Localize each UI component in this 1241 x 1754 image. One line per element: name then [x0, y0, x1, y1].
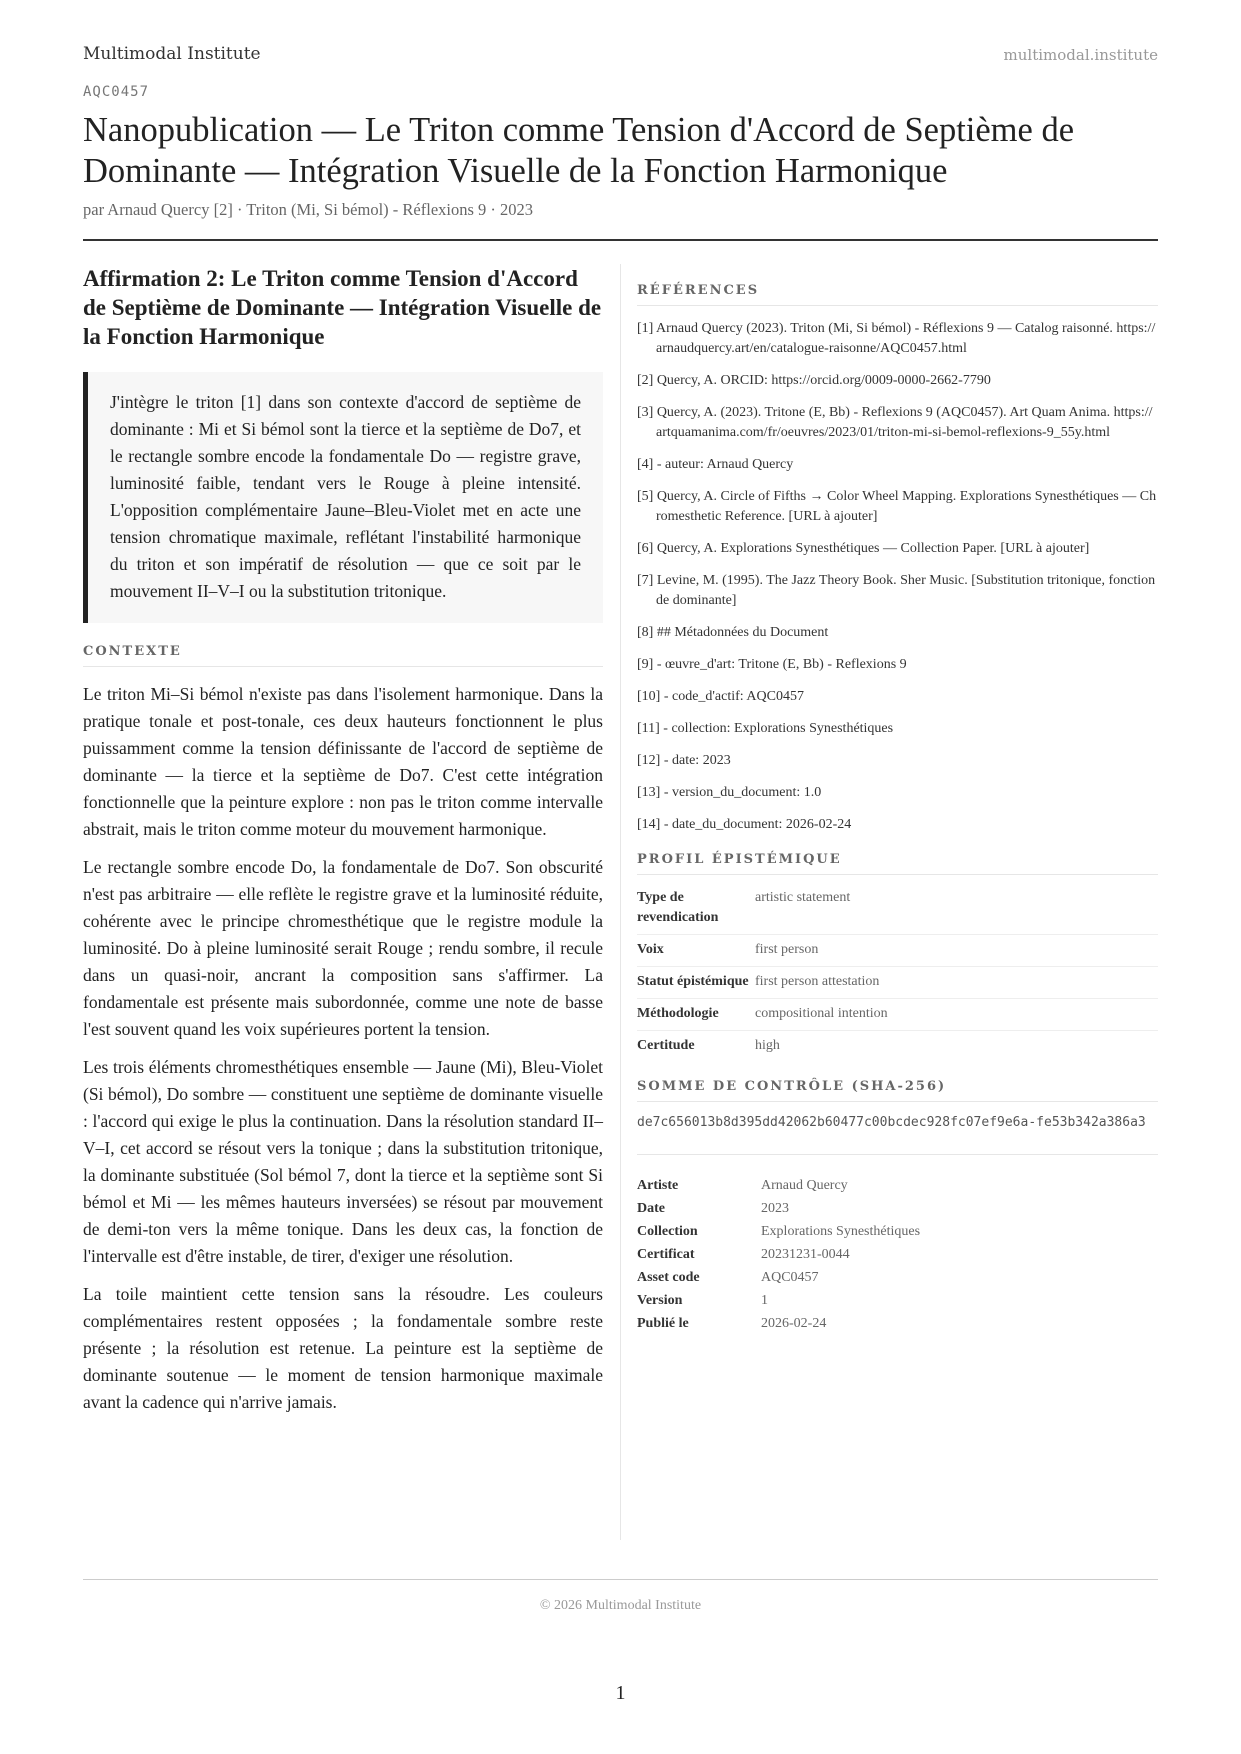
header-divider: [83, 239, 1158, 241]
reference-item: [6] Quercy, A. Explorations Synesthétiques — Collection Paper. [URL à ajouter]: [637, 541, 1090, 556]
claim-quote: J'intègre le triton [1] dans son contexte d'accord de septième de dominante : Mi et Si bémol sont la tierce et la septième de Do7, et le rectangle sombre encode la fondamentale Do — registre grave, luminosité faible, tendant vers le Rouge à pleine intensité. L'opposition complémentaire Jaune–Bleu-Violet met en acte une tension chromatique maximale, reflétant l'instabilité harmonique du triton et son impératif de résolution — que ce soit par le mouvement II–V–I ou la substitution tritonique.: [83, 372, 603, 623]
epistemic-key: Statut épistémique: [637, 967, 755, 999]
table-row: [637, 883, 1158, 935]
metadata-value: 1: [761, 1293, 768, 1308]
metadata-value: AQC0457: [761, 1270, 819, 1285]
copyright: © 2026 Multimodal Institute: [539, 1598, 702, 1613]
reference-item: [12] - date: 2023: [637, 753, 731, 768]
metadata-value: Explorations Synesthétiques: [761, 1224, 921, 1239]
footer-divider: [83, 1579, 1158, 1580]
metadata-row: [637, 1312, 1158, 1335]
reference-item: [14] - date_du_document: 2026-02-24: [637, 817, 852, 832]
byline: par Arnaud Quercy [2] · Triton (Mi, Si bémol) - Réflexions 9 · 2023: [83, 200, 534, 219]
asset-id: AQC0457: [83, 84, 150, 100]
metadata-value: 2023: [761, 1201, 789, 1216]
metadata-key: Asset code: [637, 1270, 700, 1285]
page-number: 1: [615, 1682, 626, 1704]
table-row: [637, 999, 1158, 1031]
reference-item[interactable]: [2] Quercy, A. ORCID: https://orcid.org/0009-0000-2662-7790: [637, 373, 991, 388]
epistemic-heading: PROFIL ÉPISTÉMIQUE: [637, 852, 1158, 875]
reference-item: [11] - collection: Explorations Synesthétiques: [637, 721, 894, 736]
epistemic-table: [637, 883, 1158, 1062]
reference-item: [4] - auteur: Arnaud Quercy: [637, 457, 794, 472]
epistemic-key: Méthodologie: [637, 999, 755, 1031]
epistemic-key: Certitude: [637, 1038, 695, 1053]
table-row: [637, 967, 1158, 999]
metadata-list: [637, 1174, 1158, 1335]
metadata-value: 2026-02-24: [761, 1316, 827, 1331]
metadata-value: 20231231-0044: [761, 1247, 850, 1262]
reference-item: [9] - œuvre_d'art: Tritone (E, Bb) - Reflexions 9: [637, 657, 907, 672]
column-divider: [620, 264, 621, 1540]
context-paragraph: Le rectangle sombre encode Do, la fondamentale de Do7. Son obscurité n'est pas arbitraire — elle reflète le registre grave et la luminosité réduite, cohérente avec le principe chromesthétique que le registre module la luminosité. Do à pleine luminosité serait Rouge ; rendu sombre, il recule dans un quasi-noir, ancrant la composition sans s'affirmer. La fondamentale est présente mais subordonnée, comme une note de basse l'est souvent quand les voix supérieures portent la tension.: [83, 857, 603, 1039]
table-row: [637, 935, 1158, 967]
reference-item: [10] - code_d'actif: AQC0457: [637, 689, 804, 704]
reference-item: [13] - version_du_document: 1.0: [637, 785, 822, 800]
references-heading: RÉFÉRENCES: [637, 283, 1158, 306]
table-row: [637, 1031, 1158, 1063]
reference-item: [7] Levine, M. (1995). The Jazz Theory Book. Sher Music. [Substitution tritonique, fonction de dominante]: [637, 573, 1156, 608]
reference-item: [5] Quercy, A. Circle of Fifths → Color Wheel Mapping. Explorations Synesthétiques — Chromesthetic Reference. [URL à ajouter]: [637, 489, 1157, 524]
metadata-row: [637, 1289, 1158, 1312]
checksum-heading: SOMME DE CONTRÔLE (SHA-256): [637, 1079, 1158, 1102]
reference-item: [8] ## Métadonnées du Document: [637, 625, 829, 640]
epistemic-value: first person attestation: [755, 967, 1158, 999]
metadata-key: Artiste: [637, 1178, 679, 1193]
epistemic-key: Voix: [637, 935, 755, 967]
metadata-key: Publié le: [637, 1316, 689, 1331]
metadata-row: [637, 1266, 1158, 1289]
brand-name: Multimodal Institute: [83, 44, 261, 64]
page-title: Nanopublication — Le Triton comme Tension d'Accord de Septième de Dominante — Intégration Visuelle de la Fonction Harmonique: [83, 111, 1075, 190]
context-paragraph: Les trois éléments chromesthétiques ensemble — Jaune (Mi), Bleu-Violet (Si bémol), Do sombre — constituent une septième de dominante visuelle : l'accord qui exige le plus la continuation. Dans la résolution standard II–V–I, cet accord se résout vers la tonique ; dans la substitution tritonique, la dominante substituée (Sol bémol 7, dont la tierce et la septième sont Si bémol et Mi — les mêmes hauteurs inversées) se résout par mouvement de demi-ton vers la même tonique. Dans les deux cas, la fonction de l'intervalle est d'être instable, de tirer, d'exiger une résolution.: [83, 1057, 603, 1266]
epistemic-value: artistic statement: [755, 883, 1158, 935]
metadata-key: Collection: [637, 1224, 698, 1239]
context-heading: CONTEXTE: [83, 644, 603, 667]
top-bar: [83, 44, 1158, 68]
context-paragraph: Le triton Mi–Si bémol n'existe pas dans l'isolement harmonique. Dans la pratique tonale et post-tonale, ces deux hauteurs fonctionnent le plus puissamment comme la tension définissante de l'accord de septième de dominante — la tierce et la septième de Do7. C'est cette intégration fonctionnelle que la peinture explore : non pas le triton comme intervalle abstrait, mais le triton comme moteur du mouvement harmonique.: [83, 684, 603, 839]
metadata-row: [637, 1197, 1158, 1220]
site-link[interactable]: multimodal.institute: [1003, 46, 1158, 64]
context-paragraph: La toile maintient cette tension sans la résoudre. Les couleurs complémentaires restent opposées ; la fondamentale sombre reste présente ; la résolution est retenue. La peinture est la septième de dominante soutenue — le moment de tension harmonique maximale avant la cadence qui n'arrive jamais.: [83, 1284, 603, 1412]
epistemic-value: first person: [755, 935, 1158, 967]
metadata-row: [637, 1174, 1158, 1197]
metadata-key: Certificat: [637, 1247, 695, 1262]
claim-title: Affirmation 2: Le Triton comme Tension d'Accord de Septième de Dominante — Intégration Visuelle de la Fonction Harmonique: [83, 266, 602, 349]
checksum-value: de7c656013b8d395dd42062b60477c00bcdec928fc07ef9e6a-fe53b342a386a3: [637, 1113, 1158, 1155]
epistemic-value: high: [755, 1038, 780, 1053]
reference-item[interactable]: [3] Quercy, A. (2023). Tritone (E, Bb) - Reflexions 9 (AQC0457). Art Quam Anima. https://artquamanima.com/fr/oeuvres/2023/01/triton-mi-si-bemol-reflexions-9_55y.html: [637, 405, 1153, 440]
reference-item[interactable]: [1] Arnaud Quercy (2023). Triton (Mi, Si bémol) - Réflexions 9 — Catalog raisonné. https://arnaudquercy.art/en/catalogue-raisonne/AQC0457.html: [637, 321, 1156, 356]
metadata-value: Arnaud Quercy: [761, 1178, 848, 1193]
epistemic-value: compositional intention: [755, 999, 1158, 1031]
metadata-key: Date: [637, 1201, 665, 1216]
metadata-row: [637, 1243, 1158, 1266]
references-list: [637, 319, 1158, 835]
main-column: [83, 264, 603, 1416]
metadata-key: Version: [637, 1293, 683, 1308]
metadata-row: [637, 1220, 1158, 1243]
epistemic-key: Type de revendication: [637, 883, 755, 935]
sidebar: [637, 283, 1158, 1335]
